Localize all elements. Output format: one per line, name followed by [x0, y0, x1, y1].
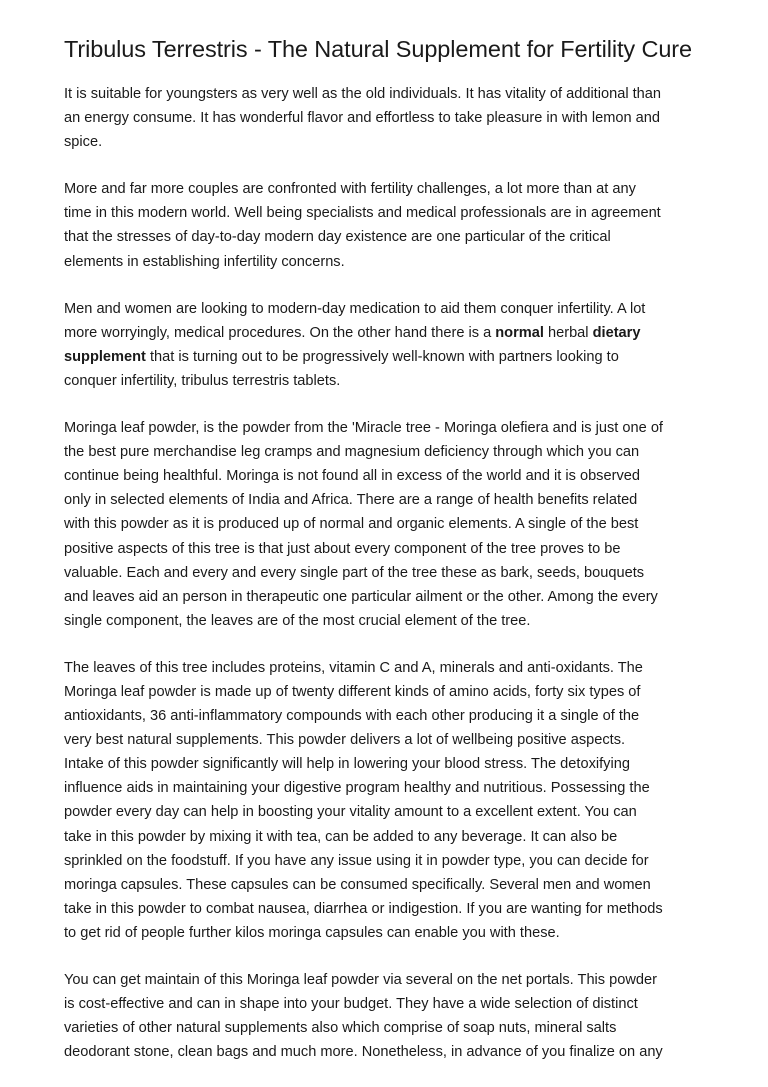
text-run: that is turning out to be progressively well-known with partners looking to	[145, 348, 619, 365]
text-line: and leaves aid an person in therapeutic one particular ailment or the other. Among the every	[64, 588, 658, 605]
text-line: You can get maintain of this Moringa leaf powder via several on the net portals. This powder	[64, 972, 658, 988]
bold-keyword-dietary: dietary	[592, 324, 641, 341]
text-line: to get rid of people further kilos moringa capsules can enable you with these.	[64, 924, 560, 941]
text-line: It is suitable for youngsters as very well as the old individuals. It has vitality of additional than	[64, 86, 662, 102]
text-line: is cost-effective and can in shape into your budget. They have a wide selection of distinct	[64, 996, 638, 1013]
text-line: single component, the leaves are of the most crucial element of the tree.	[64, 612, 531, 629]
text-line: take in this powder to combat nausea, diarrhea or indigestion. If you are wanting for methods	[64, 900, 663, 917]
text-line: with this powder as it is produced up of normal and organic elements. A single of the best	[64, 516, 639, 533]
text-line: influence aids in maintaining your digestive program healthy and nutritious. Possessing the	[64, 780, 650, 797]
bold-keyword-supplement: supplement	[64, 348, 146, 365]
text-line: take in this powder by mixing it with tea, can be added to any beverage. It can also be	[64, 828, 618, 845]
text-line: conquer infertility, tribulus terrestris tablets.	[64, 372, 341, 389]
bold-keyword-normal: normal	[495, 324, 544, 341]
text-line	[64, 321, 708, 345]
paragraph-2	[64, 177, 708, 273]
text-line: deodorant stone, clean bags and much more. Nonetheless, in advance of you finalize on any	[64, 1044, 663, 1061]
text-line: varieties of other natural supplements also which comprise of soap nuts, mineral salts	[64, 1020, 617, 1037]
text-line: The leaves of this tree includes proteins, vitamin C and A, minerals and anti-oxidants. The	[64, 659, 643, 676]
text-line: very best natural supplements. This powder delivers a lot of wellbeing positive aspects.	[64, 732, 626, 749]
paragraph-1	[64, 82, 708, 154]
text-run: herbal	[543, 324, 593, 341]
text-line: elements in establishing infertility concerns.	[64, 253, 345, 270]
text-line: moringa capsules. These capsules can be consumed specifically. Several men and women	[64, 876, 651, 893]
paragraph-3	[64, 297, 708, 393]
text-line: spice.	[64, 134, 103, 151]
document-title: Tribulus Terrestris - The Natural Supplement for Fertility Cure	[64, 36, 692, 62]
text-line: Moringa leaf powder, is the powder from the 'Miracle tree - Moringa olefiera and is just one of	[64, 420, 663, 437]
text-line: continue being healthful. Moringa is not found all in excess of the world and it is observed	[64, 468, 640, 485]
text-line: antioxidants, 36 anti-inflammatory compounds with each other producing it a single of the	[64, 708, 640, 725]
text-line: sprinkled on the foodstuff. If you have any issue using it in powder type, you can decide for	[64, 852, 649, 869]
text-line: positive aspects of this tree is that just about every component of the tree proves to be	[64, 540, 621, 557]
text-line: Men and women are looking to modern-day medication to aid them conquer infertility. A lot	[64, 300, 646, 317]
text-line: More and far more couples are confronted with fertility challenges, a lot more than at any	[64, 181, 636, 198]
text-line: only in selected elements of India and Africa. There are a range of health benefits related	[64, 492, 638, 509]
paragraph-4	[64, 416, 708, 633]
text-line: that the stresses of day-to-day modern day existence are one particular of the critical	[64, 229, 611, 246]
paragraph-5	[64, 656, 708, 945]
document-page	[64, 34, 708, 1087]
text-line: an energy consume. It has wonderful flavor and effortless to take pleasure in with lemon and	[64, 110, 660, 127]
text-line	[64, 345, 708, 369]
text-line: the best pure merchandise leg cramps and magnesium deficiency through which you can	[64, 444, 640, 461]
paragraph-6	[64, 968, 708, 1064]
text-line: Intake of this powder significantly will help in lowering your blood stress. The detoxifying	[64, 756, 630, 773]
text-line: powder every day can help in boosting your vitality amount to a excellent extent. You can	[64, 804, 637, 821]
text-line: valuable. Each and every and every single part of the tree these as bark, seeds, bouquets	[64, 564, 645, 581]
text-line: Moringa leaf powder is made up of twenty different kinds of amino acids, forty six types of	[64, 683, 641, 700]
text-run: more worryingly, medical procedures. On the other hand there is a	[64, 324, 496, 341]
text-line: time in this modern world. Well being specialists and medical professionals are in agreement	[64, 205, 661, 222]
